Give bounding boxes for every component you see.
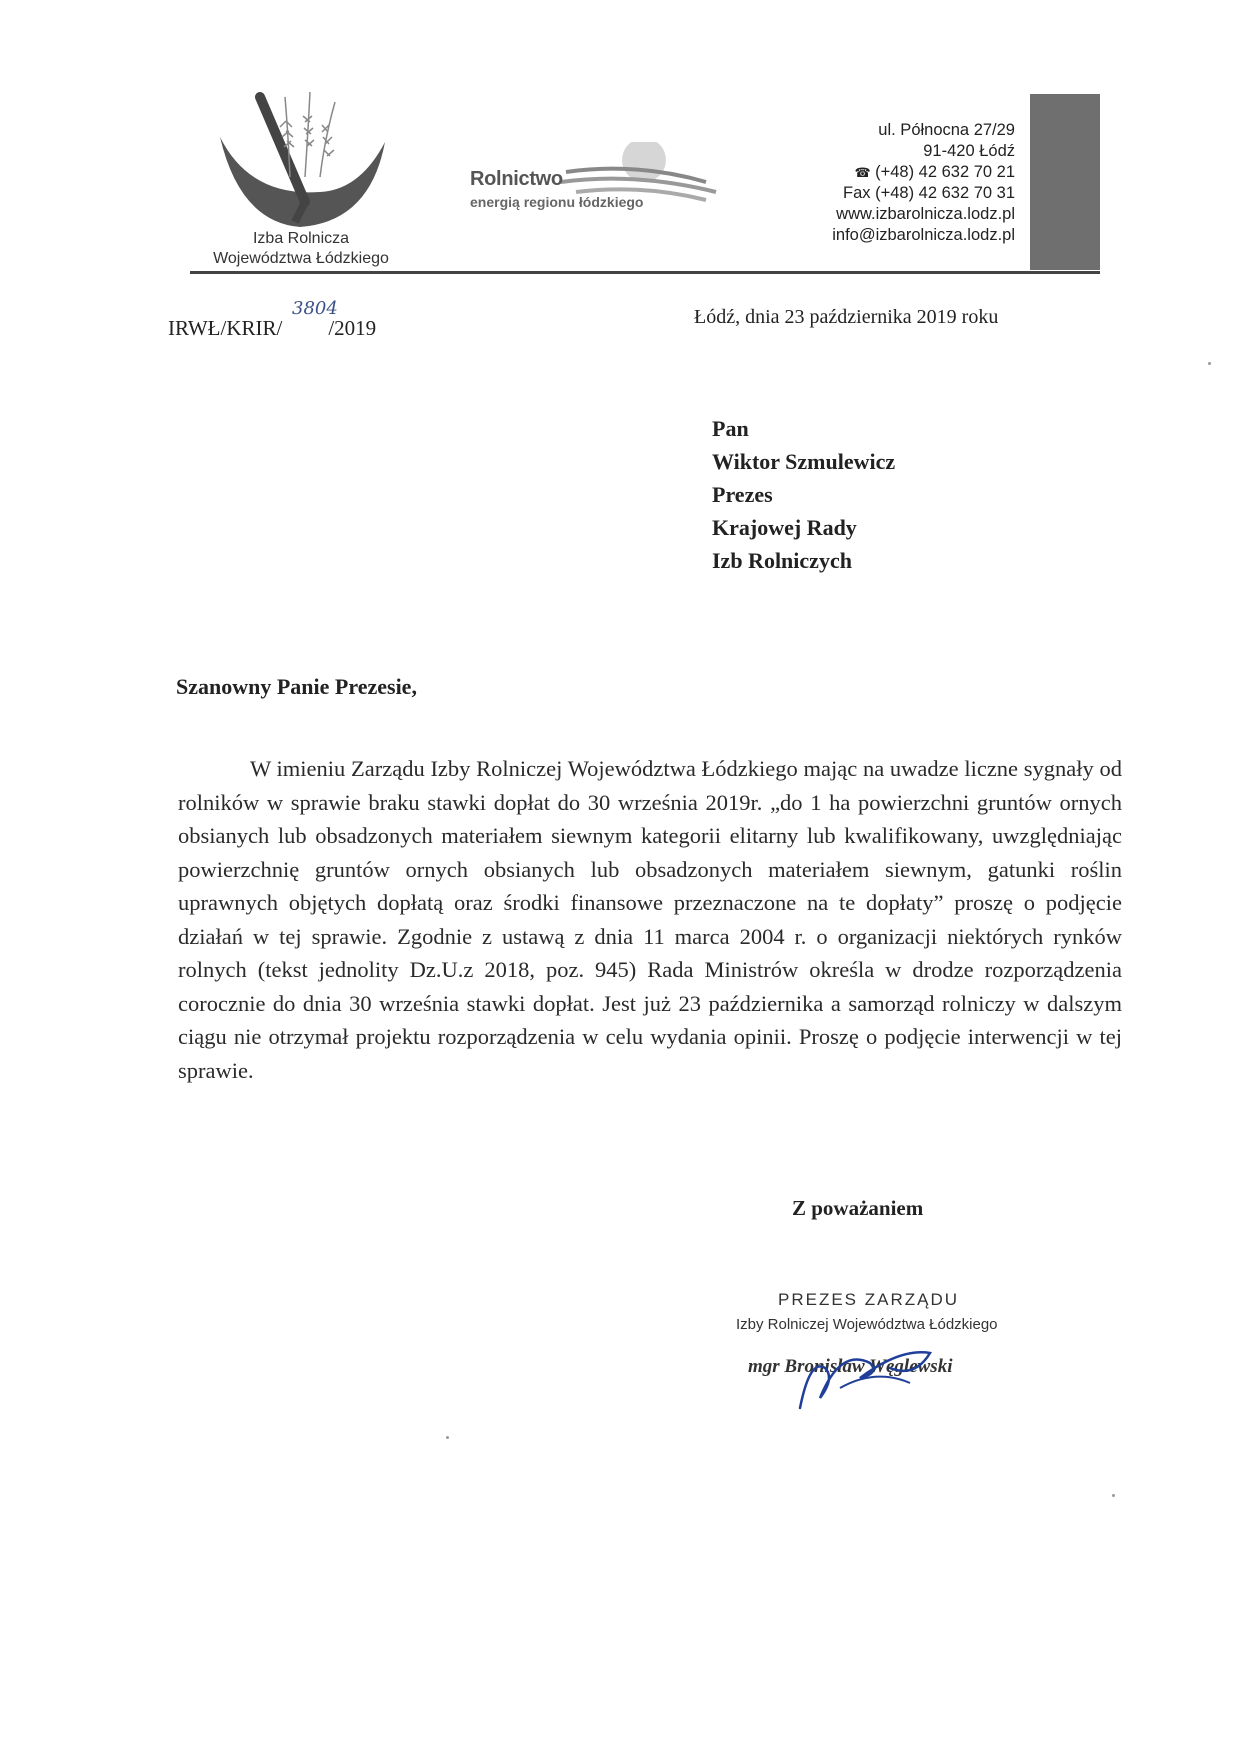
email-link[interactable]: info@izbarolnicza.lodz.pl <box>832 226 1015 244</box>
stamp-title: PREZES ZARZĄDU <box>778 1290 960 1309</box>
brand-title: Rolnictwo <box>470 168 563 190</box>
addressee-line: Pan <box>712 416 749 441</box>
scan-speck <box>1112 1494 1115 1497</box>
organization-name <box>176 229 426 269</box>
header-gray-bar <box>1030 94 1100 270</box>
addressee-line: Izb Rolniczych <box>712 548 852 573</box>
address-line1: ul. Północna 27/29 <box>878 121 1015 139</box>
reference-year: /2019 <box>328 316 377 340</box>
date-line: Łódź, dnia 23 października 2019 roku <box>694 306 999 328</box>
phone-line <box>740 162 1015 183</box>
org-name-line2: Województwa Łódzkiego <box>213 250 389 267</box>
reference-number <box>168 316 376 341</box>
phone-number: (+48) 42 632 70 21 <box>875 163 1015 181</box>
reference-prefix: IRWŁ/KRIR/ <box>168 316 283 340</box>
contact-block <box>740 120 1015 246</box>
fax-line: Fax (+48) 42 632 70 31 <box>843 184 1015 202</box>
stamp-organization: Izby Rolniczej Województwa Łódzkiego <box>736 1316 998 1333</box>
addressee-line: Krajowej Rady <box>712 515 857 540</box>
salutation: Szanowny Panie Prezesie, <box>176 674 417 699</box>
signatory-name: mgr Bronisław Węglewski <box>748 1356 953 1377</box>
scan-speck <box>446 1436 449 1439</box>
addressee-block <box>712 412 895 577</box>
closing: Z poważaniem <box>792 1196 924 1220</box>
handwritten-signature <box>780 1338 960 1418</box>
address-line2: 91-420 Łódź <box>923 142 1015 160</box>
phone-icon: ☎ <box>854 165 871 180</box>
addressee-line: Wiktor Szmulewicz <box>712 449 896 474</box>
handwritten-reference: 3804 <box>292 298 338 319</box>
org-name-line1: Izba Rolnicza <box>252 230 350 247</box>
chamber-logo-icon <box>210 82 400 232</box>
scan-speck <box>1208 362 1211 365</box>
addressee-line: Prezes <box>712 482 773 507</box>
letter-body: W imieniu Zarządu Izby Rolniczej Województwa Łódzkiego mając na uwadze liczne sygnały od rolników w sprawie braku stawki dopłat do 30 września 2019r. „do 1 ha powierzchni gruntów ornych obsianych lub obsadzonych materiałem siewnym kategorii elitarny lub kwalifikowany, uwzględniając powierzchnię gruntów ornych obsianych lub obsadzonych materiałem siewnym, gatunki roślin uprawnych objętych dopłatą oraz środki finansowe przeznaczone na te dopłaty” proszę o podjęcie działań w tej sprawie. Zgodnie z ustawą z dnia 11 marca 2004 r. o organizacji niektórych rynków rolnych (tekst jednolity Dz.U.z 2018, poz. 945) Rada Ministrów określa w drodze rozporządzenia corocznie do dnia 30 września stawki dopłat. Jest już 23 października a samorząd rolniczy w dalszym ciągu nie otrzymał projektu rozporządzenia w celu wydania opinii. Proszę o podjęcie interwencji w tej sprawie. <box>178 756 1122 1083</box>
website-link[interactable]: www.izbarolnicza.lodz.pl <box>836 205 1015 223</box>
brand-subtitle: energią regionu łódzkiego <box>470 194 644 210</box>
header-divider <box>190 271 1100 274</box>
